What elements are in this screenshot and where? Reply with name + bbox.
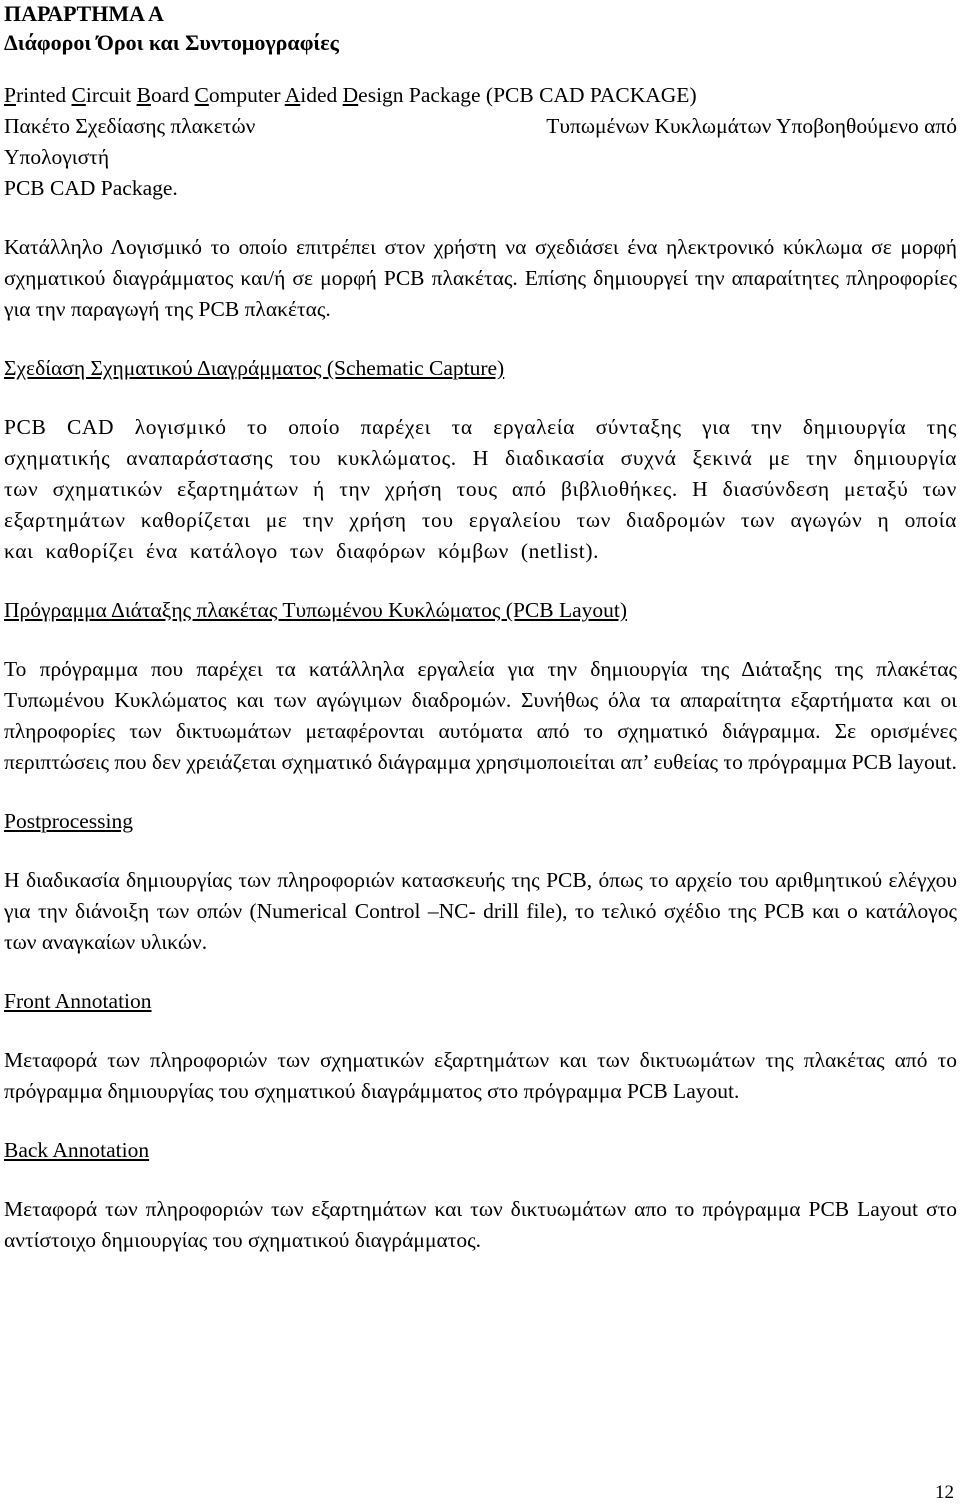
term-part: rinted [15,83,72,107]
intro-line-3: Υπολογιστή [4,145,110,169]
intro-term-line [4,80,957,111]
document-page [4,0,957,1256]
acronym-letter: D [342,83,359,107]
intro-greek-left: Πακέτο Σχεδίασης πλακετών [4,114,256,138]
acronym-letter: C [194,83,209,107]
paragraph-cad-description: Κατάλληλο Λογισμικό το οποίο επιτρέπει στον χρήστη να σχεδιάσει ένα ηλεκτρονικό κύκλωμα σε μορφή σχηματικού διαγράμματος και/ή σε μορφή PCB πλακέτας. Επίσης δημιουργεί την απαραίτητες πληροφορίες για την παραγωγή της PCB πλακέτας. [4,235,957,321]
appendix-subtitle: Διάφοροι Όροι και Συντομογραφίες [4,30,339,55]
section-body-back-annotation: Μεταφορά των πληροφοριών των εξαρτημάτων και των δικτυωμάτων απο το πρόγραμμα PCB Layout στο αντίστοιχο δημιουργίας του σχηματικού διαγράμματος. [4,1197,957,1252]
intro-greek-right: Τυπωμένων Κυκλωμάτων Υποβοηθούμενο από [546,114,957,138]
section-heading-pcb-layout: Πρόγραμμα Διάταξης πλακέτας Τυπωμένου Κυκλώματος (PCB Layout) [4,598,628,622]
section-heading-back-annotation: Back Annotation [4,1138,150,1162]
term-part: ided [300,83,343,107]
section-heading-postprocessing: Postprocessing [4,809,133,833]
term-part: omputer [208,83,285,107]
acronym-letter: P [4,83,16,107]
term-part: esign Package (PCB CAD PACKAGE) [358,83,697,107]
acronym-letter: B [136,83,151,107]
section-body-schematic: PCB CAD λογισμικό το οποίο παρέχει τα εργαλεία σύνταξης για την δημιουργία της σχηματικής αναπαράστασης του κυκλώματος. Η διαδικασία συχνά ξεκινά με την δημιουργία των σχηματικών εξαρτημάτων ή την χρήση τους από βιβλιοθήκες. Η διασύνδεση μεταξύ των εξαρτημάτων καθορίζεται με την χρήση του εργαλείου των διαδρομών των αγωγών η οποία και καθορίζει ένα κατάλογο των διαφόρων κόμβων (netlist). [4,415,957,563]
intro-line-4: PCB CAD Package. [4,176,178,200]
section-body-front-annotation: Μεταφορά των πληροφοριών των σχηματικών εξαρτημάτων και των δικτυωμάτων της πλακέτας από το πρόγραμμα δημιουργίας του σχηματικού διαγράμματος στο πρόγραμμα PCB Layout. [4,1048,957,1103]
section-body-postprocessing: Η διαδικασία δημιουργίας των πληροφοριών κατασκευής της PCB, όπως το αρχείο του αριθμητικού ελέγχου για την διάνοιξη των οπών (Numerical Control –NC- drill file), το τελικό σχέδιο της PCB και ο κατάλογος των αναγκαίων υλικών. [4,868,957,954]
intro-greek-line [4,111,957,142]
term-part: ircuit [85,83,137,107]
appendix-title: ΠΑΡΑΡΤΗΜΑ Α [4,1,164,26]
section-heading-schematic: Σχεδίαση Σχηματικού Διαγράμματος (Schematic Capture) [4,356,505,380]
term-part: oard [150,83,195,107]
section-heading-front-annotation: Front Annotation [4,989,152,1013]
acronym-letter: A [284,83,301,107]
section-body-pcb-layout: Το πρόγραμμα που παρέχει τα κατάλληλα εργαλεία για την δημιουργία της Διάταξης της πλακέτας Τυπωμένου Κυκλώματος και των αγώγιμων διαδρομών. Συνήθως όλα τα απαραίτητα εξαρτήματα και οι πληροφορίες των δικτυωμάτων μεταφέρονται αυτόματα από το σχηματικό διάγραμμα. Σε ορισμένες περιπτώσεις που δεν χρειάζεται σχηματικό διάγραμμα χρησιμοποιείται απ’ ευθείας το πρόγραμμα PCB layout. [4,657,957,774]
page-number: 12 [935,1482,954,1503]
intro-block [4,80,957,204]
acronym-letter: C [71,83,86,107]
